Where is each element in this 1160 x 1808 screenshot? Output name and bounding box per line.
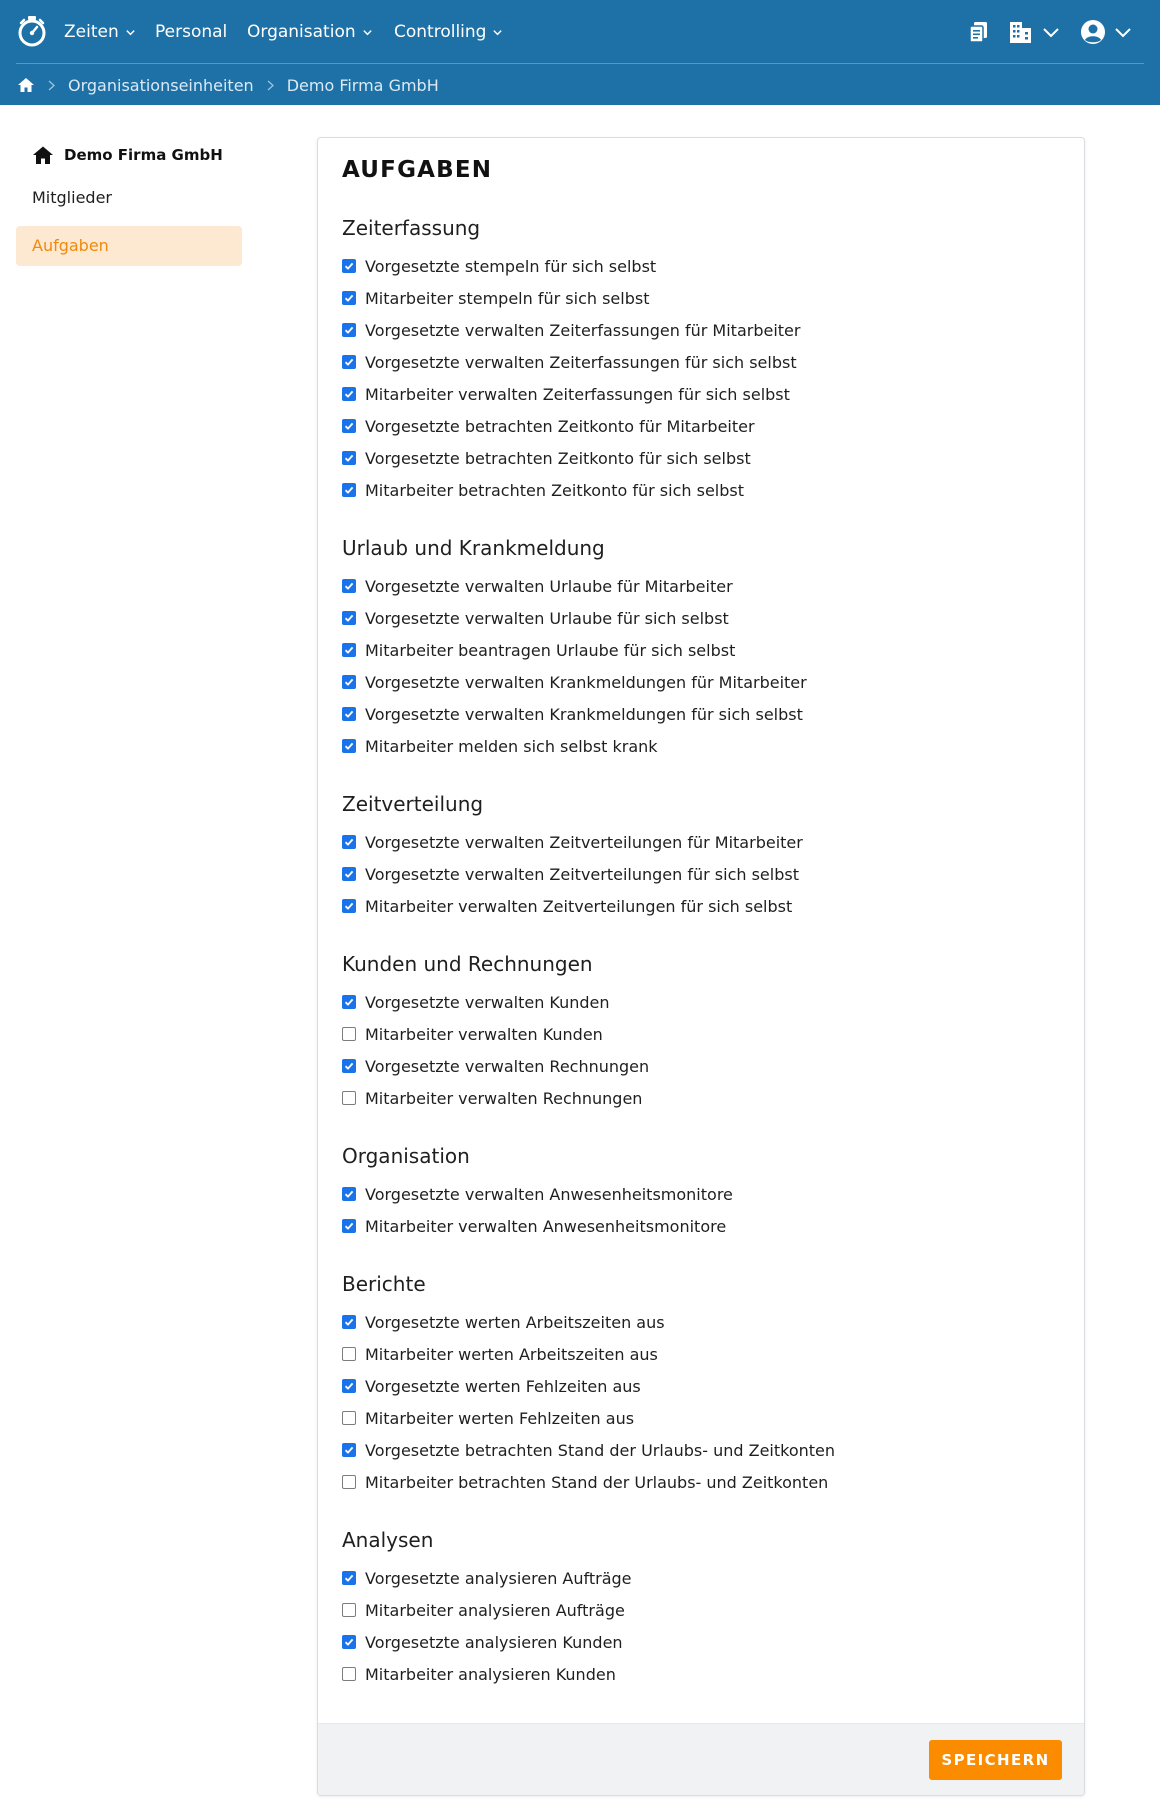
top-bar — [0, 0, 1160, 105]
task-section — [342, 1268, 1062, 1498]
checkmark-icon — [344, 677, 354, 687]
permission-row[interactable] — [342, 474, 1062, 506]
checkbox-checked[interactable] — [342, 1315, 356, 1329]
checkmark-icon — [344, 645, 354, 655]
task-section — [342, 788, 1062, 922]
chevron-down-icon — [362, 27, 373, 38]
checkmark-icon — [344, 741, 354, 751]
checkmark-icon — [344, 1573, 354, 1583]
permission-row[interactable] — [342, 250, 1062, 282]
permission-row[interactable] — [342, 570, 1062, 602]
sidebar-item-mitglieder[interactable]: Mitglieder — [32, 188, 112, 207]
checkmark-icon — [344, 485, 354, 495]
permission-row[interactable] — [342, 730, 1062, 762]
checkbox-checked[interactable] — [342, 1635, 356, 1649]
permission-label: Mitarbeiter stempeln für sich selbst — [365, 288, 650, 308]
sidebar-item-aufgaben[interactable]: Aufgaben — [16, 226, 242, 266]
checkbox-checked[interactable] — [342, 643, 356, 657]
user-menu[interactable] — [1080, 18, 1132, 46]
task-section — [342, 948, 1062, 1114]
permission-label: Vorgesetzte verwalten Rechnungen — [365, 1056, 650, 1076]
section-title: Organisation — [342, 1144, 470, 1168]
checkbox-checked[interactable] — [342, 1059, 356, 1073]
permission-row[interactable] — [342, 1626, 1062, 1658]
permission-label: Mitarbeiter verwalten Zeiterfassungen für sich selbst — [365, 384, 790, 404]
main-navigation — [0, 0, 1160, 64]
checkbox-checked[interactable] — [342, 579, 356, 593]
checkbox-checked[interactable] — [342, 1219, 356, 1233]
checkmark-icon — [344, 869, 354, 879]
checkmark-icon — [344, 389, 354, 399]
permission-label: Vorgesetzte stempeln für sich selbst — [365, 256, 657, 276]
checkbox-unchecked[interactable] — [342, 1027, 356, 1041]
checkbox-checked[interactable] — [342, 1187, 356, 1201]
permission-row[interactable] — [342, 1178, 1062, 1210]
chevron-down-icon — [492, 27, 503, 38]
checkbox-checked[interactable] — [342, 291, 356, 305]
permission-label: Vorgesetzte betrachten Zeitkonto für sich selbst — [365, 448, 751, 468]
checkmark-icon — [344, 357, 354, 367]
permission-row[interactable] — [342, 1562, 1062, 1594]
permission-row[interactable] — [342, 602, 1062, 634]
permission-row[interactable] — [342, 1018, 1062, 1050]
permission-label: Vorgesetzte werten Arbeitszeiten aus — [365, 1312, 665, 1332]
permission-row[interactable] — [342, 282, 1062, 314]
aufgaben-card — [317, 137, 1085, 1796]
chevron-right-icon — [266, 80, 275, 91]
chevron-down-icon — [125, 27, 136, 38]
permission-label: Vorgesetzte verwalten Krankmeldungen für sich selbst — [365, 704, 803, 724]
permission-label: Vorgesetzte analysieren Aufträge — [365, 1568, 632, 1588]
permission-label: Mitarbeiter verwalten Zeitverteilungen für sich selbst — [365, 896, 793, 916]
checkbox-checked[interactable] — [342, 1443, 356, 1457]
checkmark-icon — [344, 1445, 354, 1455]
home-icon[interactable] — [17, 77, 35, 93]
permission-label: Mitarbeiter betrachten Stand der Urlaubs- und Zeitkonten — [365, 1472, 829, 1492]
permission-row[interactable] — [342, 1082, 1062, 1114]
permission-row[interactable] — [342, 1338, 1062, 1370]
sidebar-org-name: Demo Firma GmbH — [64, 146, 223, 164]
permission-label: Mitarbeiter analysieren Aufträge — [365, 1600, 625, 1620]
checkbox-checked[interactable] — [342, 259, 356, 273]
permission-label: Mitarbeiter betrachten Zeitkonto für sich selbst — [365, 480, 744, 500]
permission-row[interactable] — [342, 826, 1062, 858]
permission-label: Mitarbeiter analysieren Kunden — [365, 1664, 616, 1684]
checkbox-unchecked[interactable] — [342, 1475, 356, 1489]
building-icon — [1008, 19, 1034, 45]
checkmark-icon — [344, 325, 354, 335]
nav-organisation[interactable] — [247, 20, 373, 44]
permission-row[interactable] — [342, 346, 1062, 378]
checkbox-checked[interactable] — [342, 835, 356, 849]
permission-label: Mitarbeiter melden sich selbst krank — [365, 736, 658, 756]
permission-row[interactable] — [342, 1594, 1062, 1626]
section-title: Zeiterfassung — [342, 216, 481, 240]
checkbox-checked[interactable] — [342, 611, 356, 625]
permission-row[interactable] — [342, 698, 1062, 730]
permission-row[interactable] — [342, 314, 1062, 346]
checkbox-checked[interactable] — [342, 739, 356, 753]
checkmark-icon — [344, 581, 354, 591]
nav-personal-label: Personal — [155, 22, 228, 42]
checkbox-unchecked[interactable] — [342, 1411, 356, 1425]
checkmark-icon — [344, 1221, 354, 1231]
organisation-switcher[interactable] — [1008, 18, 1060, 46]
checkbox-checked[interactable] — [342, 1571, 356, 1585]
nav-divider — [16, 63, 1144, 64]
sidebar-org-header — [16, 140, 242, 170]
permission-row[interactable] — [342, 1402, 1062, 1434]
permission-row[interactable] — [342, 1306, 1062, 1338]
permission-label: Mitarbeiter verwalten Rechnungen — [365, 1088, 643, 1108]
user-avatar-icon — [1080, 19, 1106, 45]
permission-label: Vorgesetzte betrachten Stand der Urlaubs- und Zeitkonten — [365, 1440, 836, 1460]
checkmark-icon — [344, 613, 354, 623]
permission-row[interactable] — [342, 1658, 1062, 1690]
checkbox-checked[interactable] — [342, 707, 356, 721]
checkbox-checked[interactable] — [342, 483, 356, 497]
checkmark-icon — [344, 837, 354, 847]
checkmark-icon — [344, 1189, 354, 1199]
permission-label: Vorgesetzte verwalten Anwesenheitsmonitore — [365, 1184, 733, 1204]
checkbox-checked[interactable] — [342, 675, 356, 689]
checkbox-unchecked[interactable] — [342, 1603, 356, 1617]
checkmark-icon — [344, 1381, 354, 1391]
checkmark-icon — [344, 1637, 354, 1647]
checkbox-checked[interactable] — [342, 387, 356, 401]
permission-row[interactable] — [342, 1466, 1062, 1498]
task-section — [342, 212, 1062, 506]
breadcrumb — [0, 70, 1160, 100]
checkbox-checked[interactable] — [342, 419, 356, 433]
checkmark-icon — [344, 997, 354, 1007]
breadcrumb-organisationseinheiten[interactable]: Organisationseinheiten — [68, 75, 254, 95]
permission-label: Mitarbeiter werten Arbeitszeiten aus — [365, 1344, 658, 1364]
page-title: AUFGABEN — [342, 157, 493, 183]
checkmark-icon — [344, 901, 354, 911]
chevron-down-icon — [1114, 25, 1132, 39]
checkbox-unchecked[interactable] — [342, 1091, 356, 1105]
logo-icon[interactable] — [16, 14, 48, 50]
permission-label: Vorgesetzte verwalten Urlaube für Mitarbeiter — [365, 576, 733, 596]
checkbox-checked[interactable] — [342, 355, 356, 369]
permission-row[interactable] — [342, 890, 1062, 922]
checkbox-checked[interactable] — [342, 899, 356, 913]
permission-row[interactable] — [342, 858, 1062, 890]
permission-row[interactable] — [342, 634, 1062, 666]
chevron-down-icon — [1042, 25, 1060, 39]
permission-label: Vorgesetzte verwalten Kunden — [365, 992, 610, 1012]
checkbox-unchecked[interactable] — [342, 1667, 356, 1681]
checkmark-icon — [344, 1061, 354, 1071]
permission-row[interactable] — [342, 986, 1062, 1018]
permission-label: Vorgesetzte analysieren Kunden — [365, 1632, 623, 1652]
section-title: Zeitverteilung — [342, 792, 484, 816]
checkbox-checked[interactable] — [342, 451, 356, 465]
permission-label: Mitarbeiter verwalten Kunden — [365, 1024, 603, 1044]
permission-label: Mitarbeiter werten Fehlzeiten aus — [365, 1408, 635, 1428]
checkbox-checked[interactable] — [342, 867, 356, 881]
task-section — [342, 1140, 1062, 1242]
permission-row[interactable] — [342, 666, 1062, 698]
checkmark-icon — [344, 261, 354, 271]
nav-controlling-label: Controlling — [394, 22, 487, 42]
home-icon — [32, 145, 54, 165]
nav-personal[interactable] — [155, 20, 227, 44]
permission-label: Mitarbeiter verwalten Anwesenheitsmonitore — [365, 1216, 727, 1236]
checkmark-icon — [344, 1317, 354, 1327]
permission-row[interactable] — [342, 410, 1062, 442]
permission-row[interactable] — [342, 1434, 1062, 1466]
section-title: Berichte — [342, 1272, 426, 1296]
permission-label: Vorgesetzte werten Fehlzeiten aus — [365, 1376, 641, 1396]
task-section — [342, 1524, 1062, 1690]
permission-row[interactable] — [342, 378, 1062, 410]
sidebar — [16, 140, 242, 266]
save-button[interactable]: SPEICHERN — [929, 1740, 1062, 1780]
permission-label: Vorgesetzte betrachten Zeitkonto für Mitarbeiter — [365, 416, 755, 436]
section-title: Kunden und Rechnungen — [342, 952, 593, 976]
permission-row[interactable] — [342, 1050, 1062, 1082]
checkbox-checked[interactable] — [342, 995, 356, 1009]
breadcrumb-demo-firma[interactable]: Demo Firma GmbH — [286, 75, 439, 95]
checkmark-icon — [344, 709, 354, 719]
permission-label: Vorgesetzte verwalten Zeiterfassungen für sich selbst — [365, 352, 797, 372]
nav-organisation-label: Organisation — [247, 22, 356, 42]
section-title: Analysen — [342, 1528, 434, 1552]
permission-row[interactable] — [342, 442, 1062, 474]
task-section — [342, 532, 1062, 762]
permission-label: Vorgesetzte verwalten Krankmeldungen für Mitarbeiter — [365, 672, 807, 692]
permission-label: Vorgesetzte verwalten Zeiterfassungen für Mitarbeiter — [365, 320, 801, 340]
checkmark-icon — [344, 421, 354, 431]
permission-label: Vorgesetzte verwalten Zeitverteilungen für sich selbst — [365, 864, 799, 884]
permission-label: Vorgesetzte verwalten Urlaube für sich selbst — [365, 608, 729, 628]
documents-icon — [968, 20, 990, 44]
nav-zeiten-label: Zeiten — [64, 22, 119, 42]
checkbox-checked[interactable] — [342, 1379, 356, 1393]
permission-label: Vorgesetzte verwalten Zeitverteilungen für Mitarbeiter — [365, 832, 803, 852]
permission-label: Mitarbeiter beantragen Urlaube für sich selbst — [365, 640, 736, 660]
nav-controlling[interactable] — [394, 20, 503, 44]
card-footer — [318, 1723, 1085, 1796]
nav-zeiten[interactable] — [64, 20, 136, 44]
permission-row[interactable] — [342, 1210, 1062, 1242]
permission-row[interactable] — [342, 1370, 1062, 1402]
checkbox-checked[interactable] — [342, 323, 356, 337]
checkbox-unchecked[interactable] — [342, 1347, 356, 1361]
documents-button[interactable] — [968, 18, 990, 46]
checkmark-icon — [344, 293, 354, 303]
section-title: Urlaub und Krankmeldung — [342, 536, 605, 560]
chevron-right-icon — [47, 80, 56, 91]
checkmark-icon — [344, 453, 354, 463]
